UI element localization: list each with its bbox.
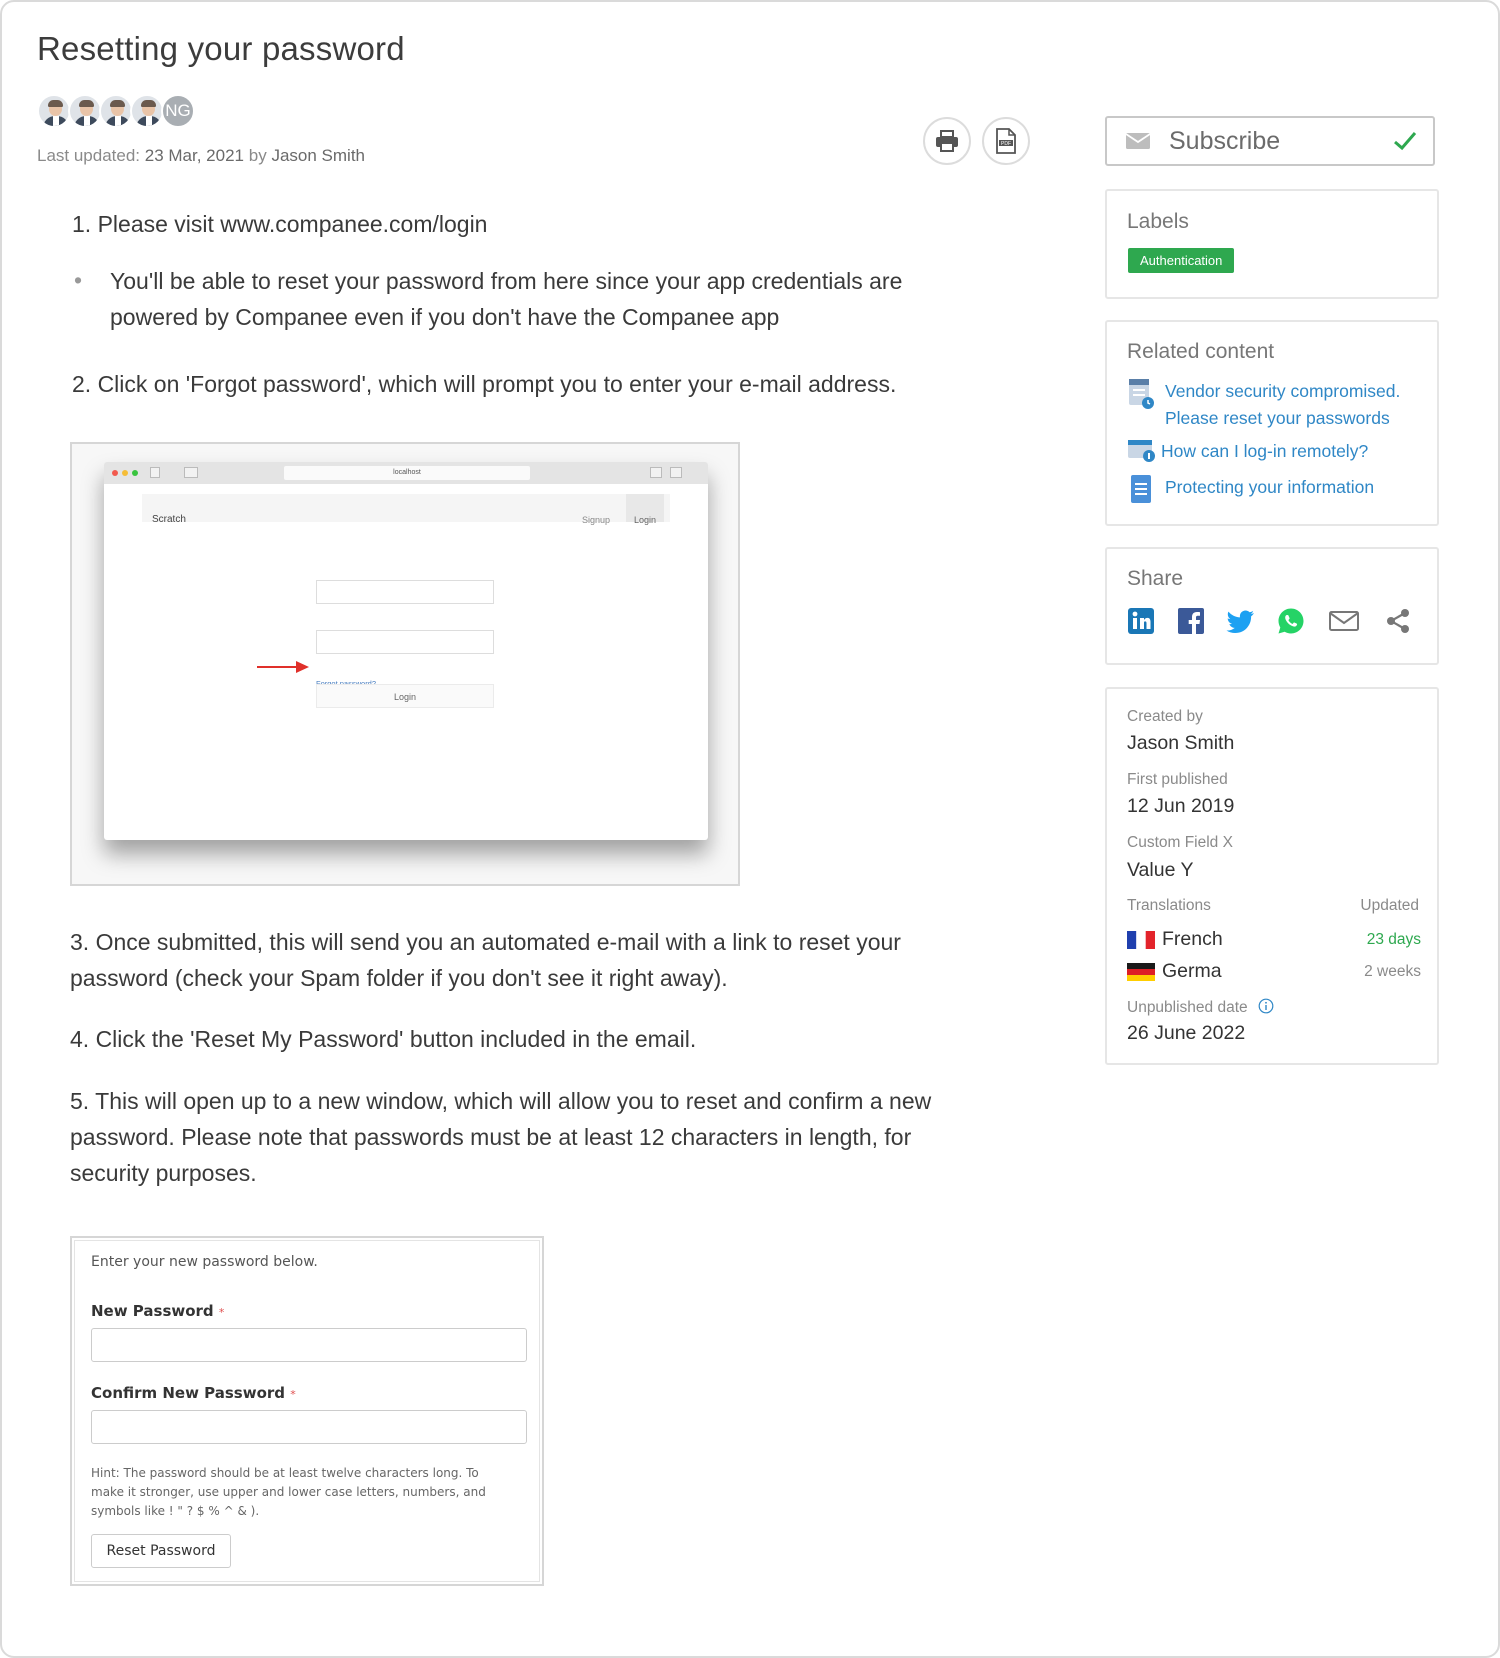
page-title: Resetting your password — [37, 30, 405, 67]
close-dot — [112, 470, 118, 476]
step-4: 4. Click the 'Reset My Password' button included in the email. — [70, 1026, 697, 1052]
step-1-bullet — [74, 263, 930, 335]
translation-row-french[interactable] — [1127, 928, 1421, 952]
labels-card — [1105, 189, 1439, 299]
step-3: 3. Once submitted, this will send you an automated e-mail with a link to reset your password (check your Spam folder if you don't see it right away). — [70, 929, 901, 991]
address-url: localhost — [393, 469, 421, 476]
last-updated — [37, 146, 365, 166]
checkmark-icon — [1393, 131, 1417, 151]
browser-window — [104, 462, 708, 840]
updated-label: Updated — [1360, 897, 1419, 914]
password-hint: Hint: The password should be at least twelve characters long. To make it stronger, use upper and lower case letters, numbers, and symbols like ! " ? $ % ^ & ). — [91, 1466, 486, 1518]
red-arrow-icon — [256, 660, 310, 674]
document-icon — [1127, 474, 1155, 506]
avatar[interactable] — [37, 94, 71, 128]
confirm-password-label-text: Confirm New Password — [91, 1384, 286, 1402]
document-alert-icon — [1127, 378, 1155, 410]
nav-signup: Signup — [582, 515, 611, 525]
site-brand: Scratch — [152, 514, 186, 525]
related-link[interactable]: Protecting your information — [1165, 477, 1375, 497]
address-bar — [284, 466, 530, 480]
labels-title: Labels — [1127, 210, 1189, 233]
browser-alert-icon — [1127, 438, 1155, 464]
printer-icon — [934, 129, 960, 153]
login-screenshot — [70, 442, 740, 886]
new-password-label-text: New Password — [91, 1302, 214, 1320]
unpublished-date-value: 26 June 2022 — [1127, 1022, 1246, 1044]
translation-updated: 2 weeks — [1364, 963, 1421, 980]
subscribe-button[interactable] — [1105, 116, 1435, 166]
login-button-label: Login — [393, 692, 417, 702]
france-flag-icon — [1127, 931, 1155, 949]
confirm-password-label — [91, 1384, 296, 1404]
share-title: Share — [1127, 567, 1184, 590]
email-field — [316, 580, 494, 604]
twitter-icon[interactable] — [1226, 607, 1256, 635]
avatar[interactable] — [68, 94, 102, 128]
custom-field-value: Value Y — [1127, 859, 1194, 881]
mail-icon[interactable] — [1328, 607, 1360, 635]
label-badge[interactable]: Authentication — [1128, 248, 1234, 273]
back-icon — [150, 467, 160, 478]
facebook-icon[interactable] — [1177, 607, 1205, 635]
subscribe-label: Subscribe — [1169, 126, 1281, 155]
form-intro: Enter your new password below. — [91, 1254, 318, 1270]
pdf-button[interactable] — [982, 117, 1030, 165]
custom-field-label: Custom Field X — [1127, 834, 1233, 851]
linkedin-icon[interactable] — [1127, 607, 1155, 635]
print-button[interactable] — [923, 117, 971, 165]
last-updated-label: Last updated: — [37, 146, 141, 165]
translation-updated: 23 days — [1366, 931, 1421, 948]
site-navbar — [142, 494, 670, 525]
translations-label: Translations — [1127, 897, 1211, 914]
step-1-bullet-text: You'll be able to reset your password from here since your app credentials are powered by Companee even if you don't have the Companee app — [110, 268, 903, 330]
related-content-card — [1105, 320, 1439, 526]
translation-row-german[interactable] — [1127, 960, 1421, 984]
last-updated-author: Jason Smith — [271, 146, 365, 165]
new-password-input — [91, 1328, 527, 1362]
reset-form-screenshot — [70, 1236, 544, 1586]
step-1: 1. Please visit www.companee.com/login — [72, 211, 488, 237]
created-by-value: Jason Smith — [1127, 732, 1235, 754]
step-2: 2. Click on 'Forgot password', which will prompt you to enter your e-mail address. — [72, 371, 897, 397]
avatar-initials[interactable]: NG — [161, 94, 195, 128]
step-5: 5. This will open up to a new window, which will allow you to reset and confirm a new password. Please note that passwords must be at least 12 characters in length, for security purposes. — [70, 1088, 932, 1186]
reset-password-button-label: Reset Password — [106, 1543, 216, 1559]
first-published-label: First published — [1127, 771, 1228, 788]
reset-password-button — [91, 1534, 231, 1568]
login-button — [316, 684, 494, 708]
browser-toolbar — [104, 462, 708, 484]
related-content-title: Related content — [1127, 340, 1275, 363]
envelope-icon — [1125, 131, 1151, 151]
metadata-card — [1105, 687, 1439, 1065]
share-tab-icon — [650, 467, 662, 478]
translation-language: Germa — [1162, 960, 1222, 982]
related-item-vendor-security[interactable] — [1127, 378, 1400, 432]
share-card — [1105, 547, 1439, 665]
required-mark: * — [290, 1388, 296, 1401]
related-link[interactable]: Vendor security compromised. — [1165, 381, 1401, 401]
minimize-dot — [122, 470, 128, 476]
password-field — [316, 630, 494, 654]
required-mark: * — [218, 1306, 225, 1319]
bullet-dot: • — [74, 267, 83, 293]
related-link[interactable]: How can I log-in remotely? — [1161, 441, 1369, 461]
sidebar-toggle-icon — [184, 467, 198, 478]
new-password-label — [91, 1302, 224, 1322]
related-item-text — [1165, 378, 1400, 432]
contributor-avatars — [37, 94, 192, 128]
first-published-value: 12 Jun 2019 — [1127, 795, 1235, 817]
avatar[interactable] — [130, 94, 164, 128]
tabs-icon — [670, 467, 682, 478]
nav-login: Login — [626, 494, 664, 522]
related-item-protecting-info[interactable] — [1127, 474, 1374, 506]
related-link[interactable]: Please reset your passwords — [1165, 408, 1390, 428]
share-icon[interactable] — [1384, 607, 1412, 635]
created-by-label: Created by — [1127, 708, 1203, 725]
by-label: by — [248, 146, 267, 165]
confirm-password-input — [91, 1410, 527, 1444]
maximize-dot — [132, 470, 138, 476]
germany-flag-icon — [1127, 963, 1155, 981]
pdf-icon — [995, 128, 1017, 154]
related-item-remote-login[interactable] — [1127, 438, 1368, 465]
svg-text:PDF: PDF — [1001, 141, 1011, 147]
unpublished-date-label: Unpublished date — [1127, 999, 1248, 1016]
last-updated-date: 23 Mar, 2021 — [144, 146, 245, 165]
whatsapp-icon[interactable] — [1277, 607, 1305, 635]
translation-language: French — [1162, 928, 1223, 950]
avatar[interactable] — [99, 94, 133, 128]
unpublished-date-row — [1127, 998, 1274, 1017]
info-icon[interactable] — [1258, 998, 1274, 1014]
